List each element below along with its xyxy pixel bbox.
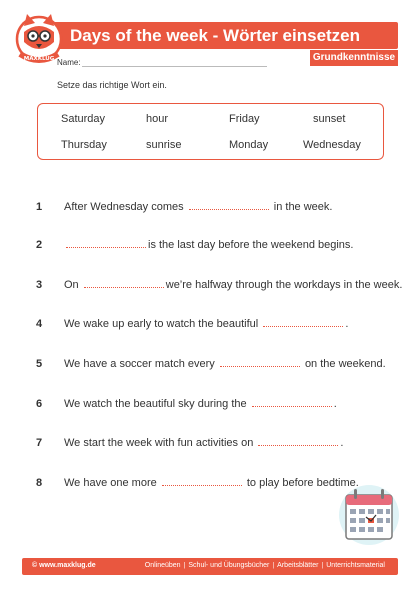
answer-blank[interactable] <box>84 279 164 288</box>
word-bank-word: Monday <box>229 139 269 151</box>
instruction-text: Setze das richtige Wort ein. <box>57 80 167 90</box>
item-sentence: We wake up early to watch the beautiful . <box>64 318 349 330</box>
item-sentence: On we’re halfway through the workdays in the week. <box>64 279 403 291</box>
answer-blank[interactable] <box>258 437 338 446</box>
item-number: 1 <box>36 201 43 213</box>
item-number: 4 <box>36 318 43 330</box>
word-bank-word: Wednesday <box>303 139 361 151</box>
word-bank-word: Saturday <box>61 113 106 125</box>
item-number: 6 <box>36 398 43 410</box>
item-sentence: After Wednesday comes in the week. <box>64 201 333 213</box>
footer-link[interactable]: Onlineüben <box>144 562 181 569</box>
answer-blank[interactable] <box>252 398 332 407</box>
footer-bar <box>22 558 398 575</box>
page-title: Days of the week - Wörter einsetzen <box>70 26 361 45</box>
word-bank-box <box>37 103 384 160</box>
item-sentence: We start the week with fun activities on . <box>64 437 344 449</box>
name-label: Name: <box>57 58 81 67</box>
calendar-illustration <box>338 477 400 549</box>
item-number: 2 <box>36 239 43 251</box>
item-sentence: We have one more to play before bedtime. <box>64 477 359 489</box>
word-bank-word: sunrise <box>146 139 182 151</box>
item-number: 5 <box>36 358 43 370</box>
item-number: 3 <box>36 279 43 291</box>
level-badge: Grundkenntnisse <box>310 50 398 66</box>
name-field-line[interactable] <box>82 66 267 67</box>
item-number: 8 <box>36 477 43 489</box>
footer-links: Onlineüben | Schul- und Übungsbücher | Arbeitsblätter | Unterrichtsmaterial <box>142 562 388 569</box>
footer-link[interactable]: Arbeitsblätter <box>277 562 319 569</box>
word-bank-word: hour <box>146 113 169 125</box>
answer-blank[interactable] <box>189 201 269 210</box>
item-sentence: We have a soccer match every on the weekend. <box>64 358 386 370</box>
word-bank-word: Friday <box>229 113 260 125</box>
logo-text: MAXKLUG <box>23 56 55 62</box>
footer-link[interactable]: Unterrichtsmaterial <box>326 562 385 569</box>
item-sentence: We watch the beautiful sky during the . <box>64 398 337 410</box>
footer-copyright: © www.maxklug.de <box>32 562 96 569</box>
answer-blank[interactable] <box>263 318 343 327</box>
item-sentence: is the last day before the weekend begins. <box>64 239 353 251</box>
answer-blank[interactable] <box>162 477 242 486</box>
answer-blank[interactable] <box>220 358 300 367</box>
item-number: 7 <box>36 437 43 449</box>
word-bank-word: sunset <box>313 113 346 125</box>
footer-link[interactable]: Schul- und Übungsbücher <box>188 562 270 569</box>
word-bank-word: Thursday <box>61 139 107 151</box>
answer-blank[interactable] <box>66 239 146 248</box>
